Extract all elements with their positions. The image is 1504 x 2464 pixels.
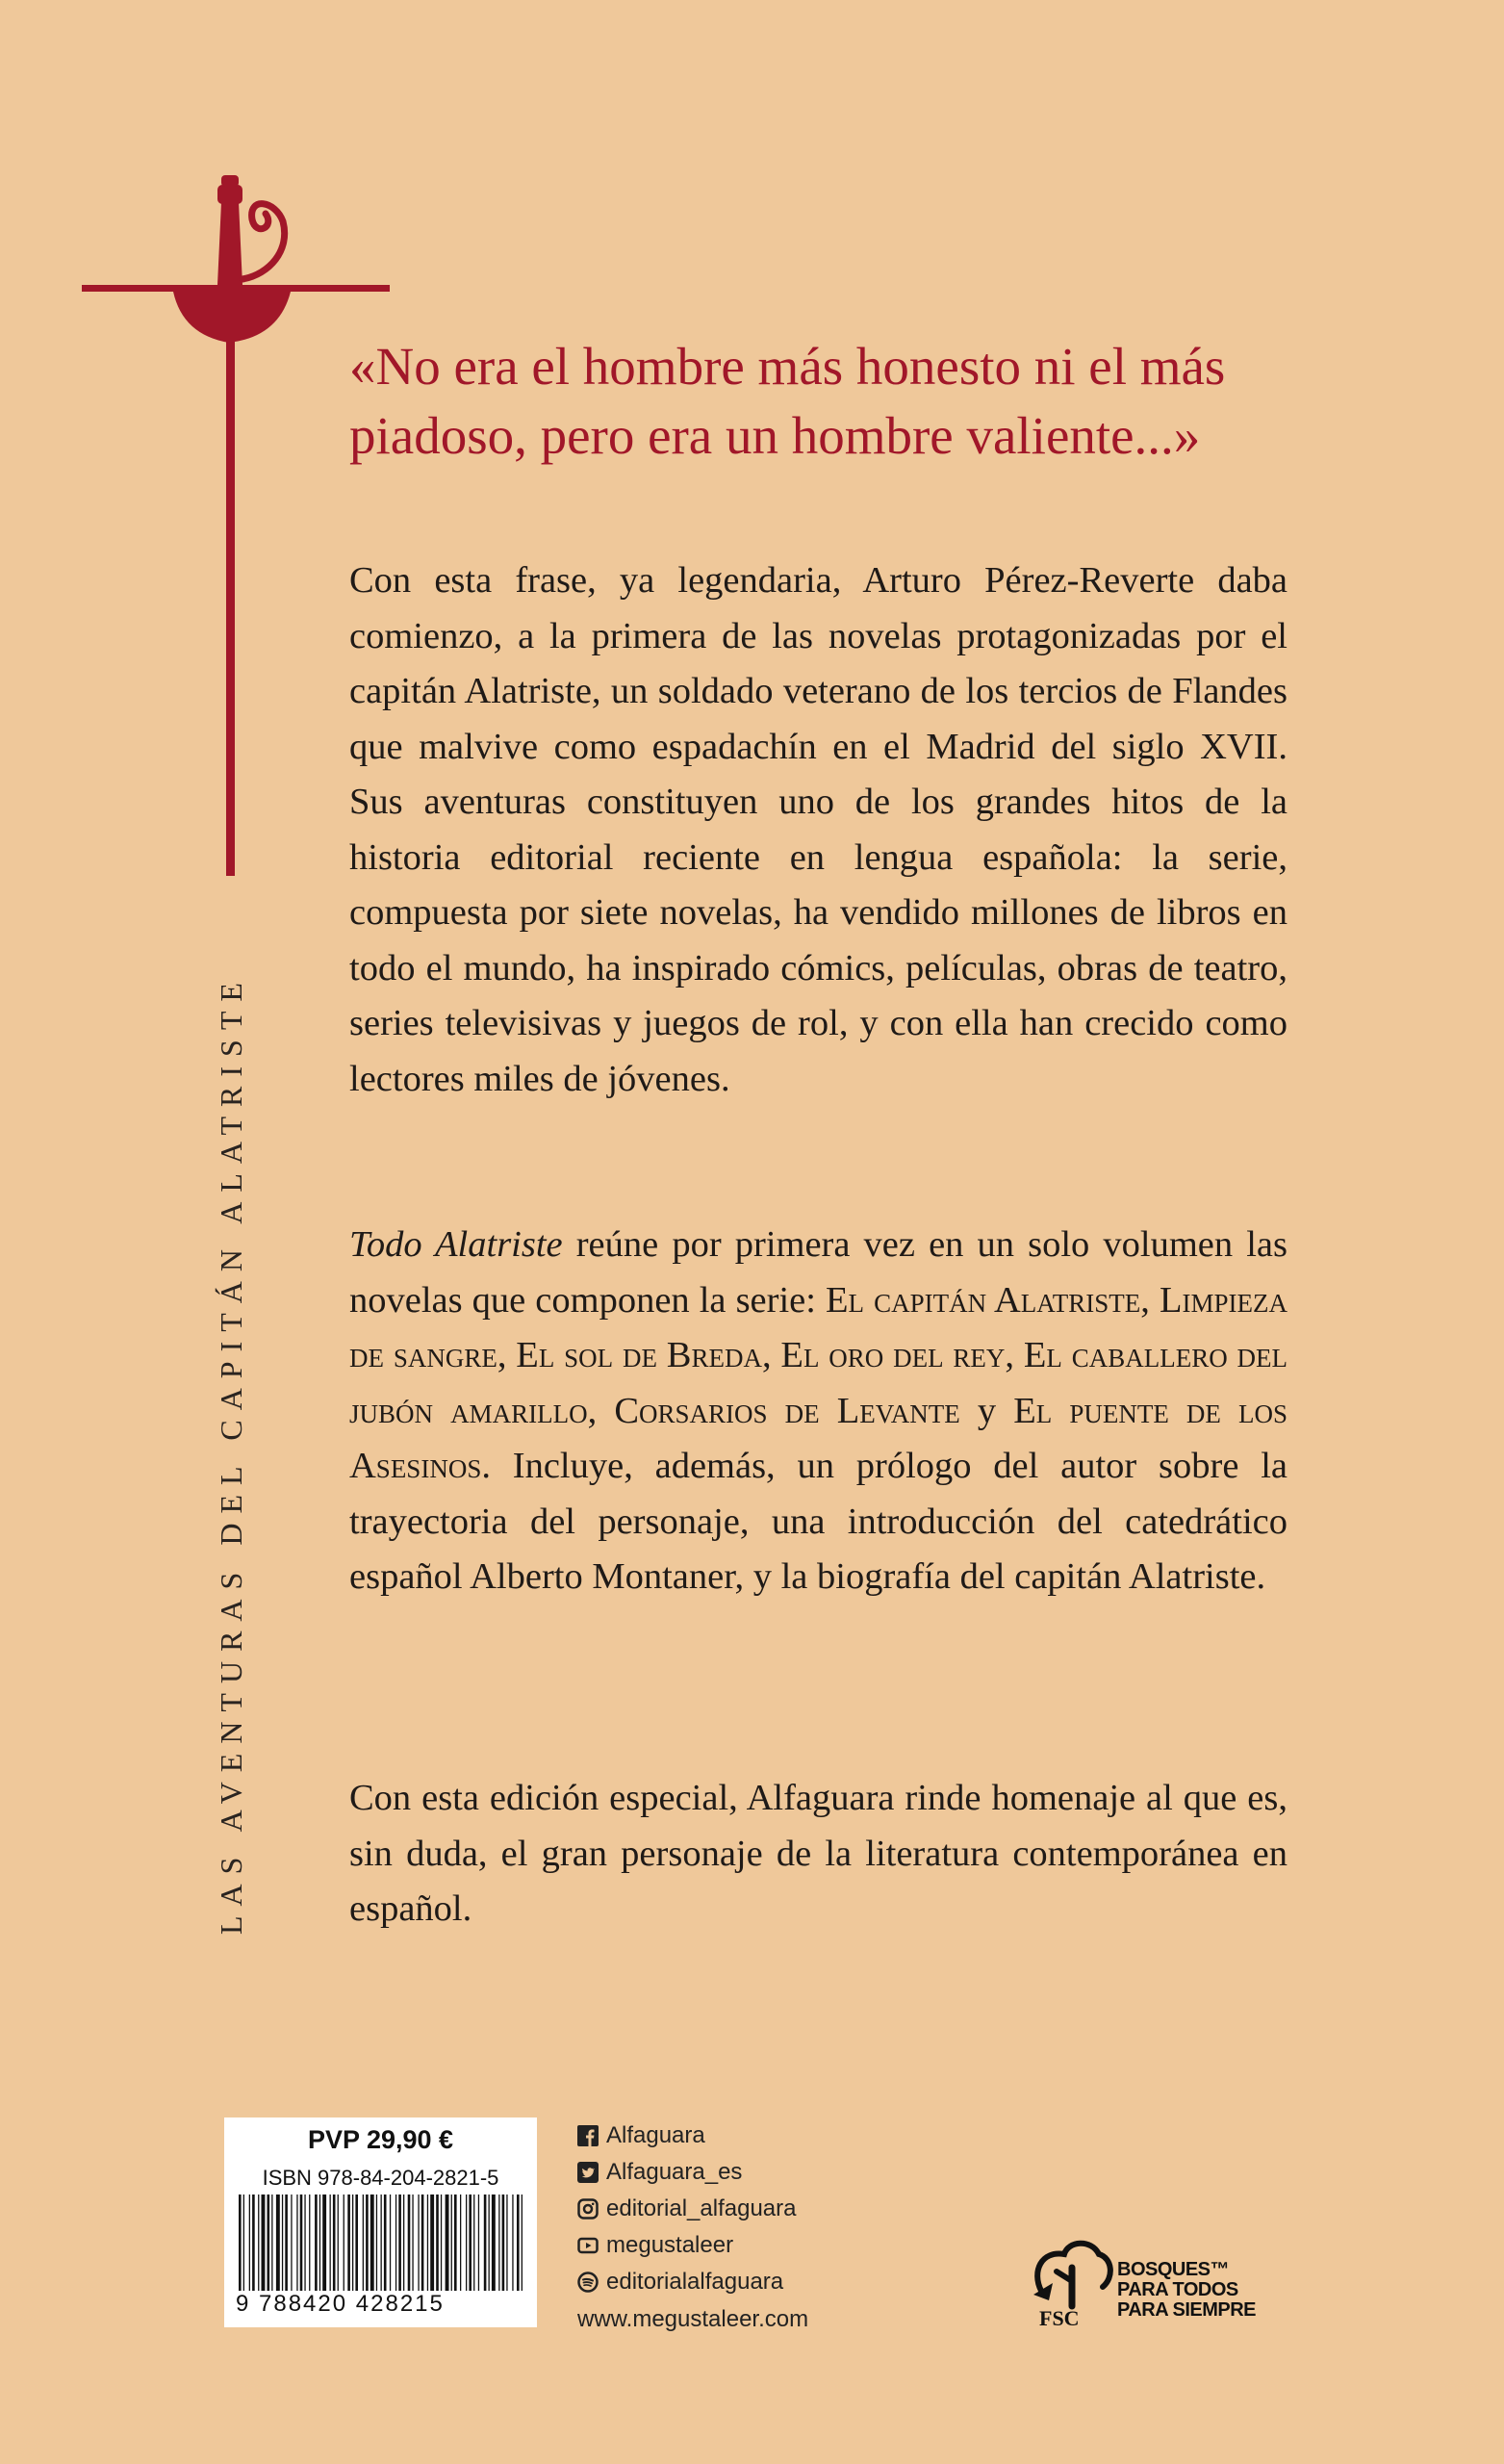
barcode-bar (502, 2194, 505, 2291)
barcode-bar (384, 2194, 387, 2291)
barcode-bar (469, 2194, 472, 2291)
barcode-bar (412, 2194, 413, 2291)
barcode-bar (441, 2194, 442, 2291)
barcode-bar (322, 2194, 326, 2291)
series-title-vertical: LAS AVENTURAS DEL CAPITÁN ALATRISTE (214, 973, 248, 1935)
paragraph-text: reúne por primera vez en un solo volumen las novelas que componen la serie: (349, 1224, 1287, 1321)
barcode-bar (398, 2194, 401, 2291)
social-label: editorialalfaguara (606, 2269, 784, 2295)
barcode-bar (282, 2194, 283, 2291)
social-item-instagram[interactable] (577, 2191, 808, 2227)
barcode-bar (355, 2194, 358, 2291)
fsc-line-2: PARA TODOS (1117, 2279, 1238, 2300)
barcode-bar (300, 2194, 303, 2291)
novel-title: Corsarios de Levante (614, 1390, 960, 1431)
barcode-bar (427, 2194, 428, 2291)
barcode-bar (370, 2194, 374, 2291)
barcode-bar (249, 2194, 250, 2291)
barcode-bar (381, 2194, 382, 2291)
novel-title: El puente de los Asesinos (349, 1390, 1288, 1486)
barcode-bar (473, 2194, 474, 2291)
barcode-bar (418, 2194, 419, 2291)
fsc-logo (1028, 2233, 1297, 2339)
facebook-icon (577, 2125, 599, 2146)
fsc-slogan (1117, 2260, 1256, 2321)
barcode-bar (489, 2194, 490, 2291)
barcode-box (224, 2118, 537, 2327)
fsc-label: FSC (1039, 2306, 1080, 2330)
social-label: megustaleer (606, 2232, 734, 2258)
barcode-bars (239, 2194, 523, 2291)
barcode-bar (366, 2194, 369, 2291)
barcode-bar (352, 2194, 353, 2291)
instagram-icon (577, 2198, 599, 2220)
novel-title: El sol de Breda (516, 1335, 762, 1375)
barcode-bar (421, 2194, 424, 2291)
social-item-facebook[interactable] (577, 2118, 808, 2154)
barcode-bar (408, 2194, 411, 2291)
barcode-bar (390, 2194, 391, 2291)
isbn-label: ISBN 978-84-204-2821-5 (262, 2166, 499, 2190)
paragraph-text: . Incluye, además, un prólogo del autor sobre la trayectoria del personaje, una introducción del catedrático español Alberto Montaner, y la biografía del capitán Alatriste. (349, 1446, 1287, 1597)
book-title: Todo Alatriste (349, 1224, 563, 1265)
barcode-bar (506, 2194, 507, 2291)
separator: , (587, 1390, 615, 1431)
barcode-bar (333, 2194, 336, 2291)
barcode-bar (296, 2194, 297, 2291)
barcode-bar (330, 2194, 331, 2291)
barcode-bar (517, 2194, 520, 2291)
barcode-bar (484, 2194, 487, 2291)
social-label: Alfaguara (606, 2122, 705, 2148)
barcode-bar (451, 2194, 452, 2291)
barcode-bar (430, 2194, 434, 2291)
social-label: editorial_alfaguara (606, 2195, 797, 2221)
barcode-bar (522, 2194, 523, 2291)
barcode-bar (276, 2194, 280, 2291)
barcode-bar (319, 2194, 320, 2291)
barcode-bar (239, 2194, 242, 2291)
barcode-bar (376, 2194, 377, 2291)
youtube-icon (577, 2235, 599, 2256)
barcode-bar (315, 2194, 318, 2291)
barcode-bar (512, 2194, 513, 2291)
tree-icon (1028, 2233, 1114, 2310)
barcode-bar (271, 2194, 272, 2291)
barcode-bar (285, 2194, 288, 2291)
pull-quote: «No era el hombre más honesto ni el más piadoso, pero era un hombre valiente...» (349, 337, 1226, 465)
barcode-bar (304, 2194, 305, 2291)
novel-title: El oro del rey (780, 1335, 1006, 1375)
synopsis-paragraph-3: Con esta edición especial, Alfaguara rinde homenaje al que es, sin duda, el gran personaje de la literatura contemporánea en español. (349, 1778, 1287, 1929)
barcode-bar (492, 2194, 496, 2291)
twitter-icon (577, 2162, 599, 2183)
barcode-bar (478, 2194, 479, 2291)
separator: , (497, 1335, 517, 1375)
social-item-youtube[interactable] (577, 2227, 808, 2264)
spotify-icon (577, 2272, 599, 2293)
fsc-line-3: PARA SIEMPRE (1117, 2299, 1257, 2321)
barcode-bar (268, 2194, 270, 2291)
barcode-number: 9 788420 428215 (236, 2291, 445, 2317)
website-link[interactable]: www.megustaleer.com (577, 2306, 809, 2332)
barcode-bar (454, 2194, 457, 2291)
barcode-bar (395, 2194, 396, 2291)
barcode-bar (436, 2194, 439, 2291)
synopsis-paragraph-2 (349, 1218, 1287, 1605)
social-item-twitter[interactable] (577, 2154, 808, 2191)
fsc-line-1: BOSQUES™ (1117, 2259, 1230, 2280)
synopsis-paragraph-1: Con esta frase, ya legendaria, Arturo Pérez-Reverte daba comienzo, a la primera de las novelas protagonizadas por el capitán Alatriste, un soldado veterano de los tercios de Flandes que malvive como espadachín en el Madrid del siglo XVII. Sus aventuras constituyen uno de los grandes hitos de la historia editorial reciente en lengua española: la serie, compuesta por siete novelas, ha vendido millones de libros en todo el mundo, ha inspirado cómics, películas, obras de teatro, series televisivas y juegos de rol, y con ella han crecido como lectores miles de jóvenes. (349, 560, 1287, 1099)
social-item-spotify[interactable] (577, 2264, 808, 2300)
barcode-bar (291, 2194, 292, 2291)
barcode-bar (338, 2194, 339, 2291)
social-label: Alfaguara_es (606, 2159, 743, 2185)
barcode-bar (466, 2194, 467, 2291)
barcode-bar (252, 2194, 255, 2291)
barcode-bar (347, 2194, 350, 2291)
sword-illustration (77, 173, 395, 886)
separator: , (761, 1335, 781, 1375)
conjunction: y (959, 1390, 1014, 1431)
barcode-bar (309, 2194, 310, 2291)
price-label: PVP 29,90 € (307, 2125, 454, 2154)
barcode-bar (446, 2194, 449, 2291)
barcode-bar (243, 2194, 244, 2291)
barcode-bar (498, 2194, 499, 2291)
social-links (577, 2118, 808, 2333)
barcode-bar (363, 2194, 364, 2291)
separator: , (1005, 1335, 1024, 1375)
barcode-bar (258, 2194, 259, 2291)
barcode-bar (403, 2194, 404, 2291)
barcode-bar (460, 2194, 461, 2291)
novel-title: Limpieza de sangre (349, 1279, 1287, 1375)
novel-title: El capitán Alatriste (826, 1279, 1141, 1321)
separator: , (1140, 1279, 1160, 1321)
novel-title: El caballero del jubón amarillo (349, 1335, 1288, 1431)
barcode-bar (262, 2194, 266, 2291)
